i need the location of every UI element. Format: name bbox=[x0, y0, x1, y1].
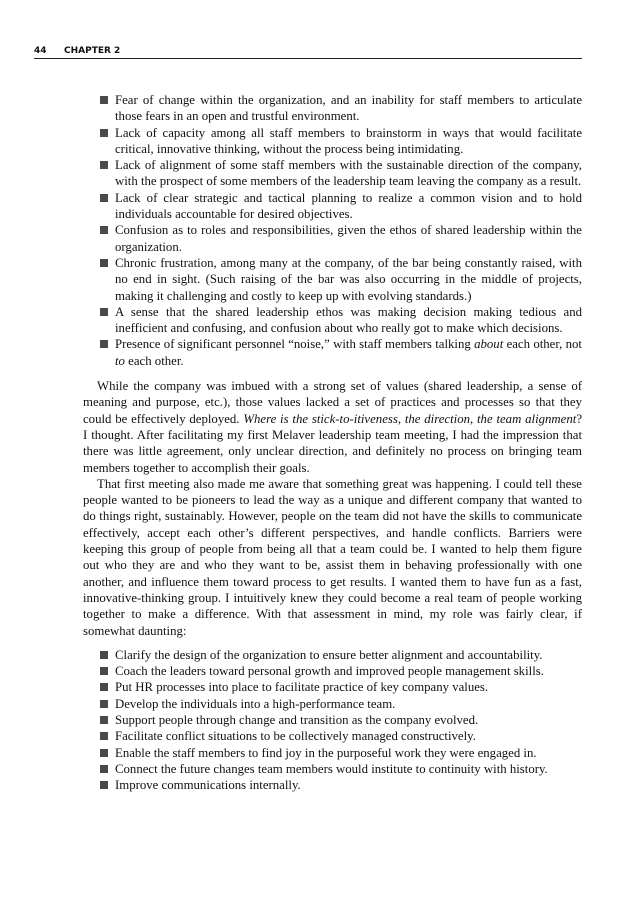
list-item: Coach the leaders toward personal growth and improved people management skills. bbox=[99, 663, 582, 679]
list-item: Lack of capacity among all staff members to brainstorm in ways that would facilitate critical, innovative thinking, without the process being intimidating. bbox=[99, 125, 582, 158]
list-item: Lack of alignment of some staff members with the sustainable direction of the company, with the prospect of some members of the leadership team leaving the company as a result. bbox=[99, 157, 582, 190]
list-item: Chronic frustration, among many at the company, of the bar being constantly raised, with no end in sight. (Such raising of the bar was also occurring in the middle of projects, making it challenging and costly to keep up with evolving standards.) bbox=[99, 255, 582, 304]
list-item: Put HR processes into place to facilitate practice of key company values. bbox=[99, 679, 582, 695]
list-item: A sense that the shared leadership ethos was making decision making tedious and inefficient and confusing, and confusion about who really got to make which decisions. bbox=[99, 304, 582, 337]
list-item: Enable the staff members to find joy in the purposeful work they were engaged in. bbox=[99, 745, 582, 761]
body-text bbox=[83, 92, 582, 793]
list-item: Connect the future changes team members would institute to continuity with history. bbox=[99, 761, 582, 777]
paragraph: That first meeting also made me aware that something great was happening. I could tell these people wanted to be pioneers to lead the way as a unique and different company that wanted to do things right, sustainably. However, people on the team did not have the skills to communicate effectively, accept each other’s different perspectives, and handle conflicts. Barriers were keeping this group of people from being all that a team could be. I wanted to help them figure out who they are and who they want to be, assist them in behaving professionally with one another, and influence them toward process to get results. I wanted them to have fun as a fast, innovative-thinking group. I intuitively knew they could become a real team of people working together to make a difference. With that assessment in mind, my role was fairly clear, if somewhat daunting: bbox=[83, 476, 582, 638]
list-item: Fear of change within the organization, and an inability for staff members to articulate those fears in an open and trustful environment. bbox=[99, 92, 582, 125]
chapter-title: CHAPTER 2 bbox=[64, 46, 121, 56]
text-run: While the company was imbued with a strong set of values (shared leadership, a sense of meaning and purpose, etc.), those values lacked a set of practices and processes so that they could be effectively deployed. bbox=[83, 379, 582, 426]
text-run: ? I thought. After facilitating my first Melaver leadership team meeting, I had the impression that there was little agreement, only unclear direction, and definitely no process on bringing team members together to accomplish their goals. bbox=[83, 411, 582, 475]
list-item: Lack of clear strategic and tactical planning to realize a common vision and to hold individuals accountable for desired objectives. bbox=[99, 190, 582, 223]
italic-run: to bbox=[115, 353, 125, 368]
text-run: each other. bbox=[124, 353, 184, 368]
list-item: Support people through change and transition as the company evolved. bbox=[99, 712, 582, 728]
page-number: 44 bbox=[34, 46, 47, 56]
list-item bbox=[99, 336, 582, 369]
text-run: Presence of significant personnel “noise,” with staff members talking bbox=[115, 337, 475, 352]
list-item: Improve communications internally. bbox=[99, 777, 582, 793]
running-header bbox=[34, 46, 582, 59]
role-list bbox=[99, 647, 582, 794]
list-item: Develop the individuals into a high-performance team. bbox=[99, 696, 582, 712]
paragraph bbox=[83, 378, 582, 476]
challenges-list bbox=[99, 92, 582, 369]
text-run: each other, not bbox=[503, 337, 582, 352]
list-item: Clarify the design of the organization to ensure better alignment and accountability. bbox=[99, 647, 582, 663]
italic-run: Where is the stick-to-itiveness, the direction, the team alignment bbox=[243, 411, 577, 426]
paragraphs bbox=[83, 378, 582, 639]
list-item: Facilitate conflict situations to be collectively managed constructively. bbox=[99, 728, 582, 744]
italic-run: about bbox=[474, 337, 504, 352]
list-item: Confusion as to roles and responsibilities, given the ethos of shared leadership within the organization. bbox=[99, 222, 582, 255]
